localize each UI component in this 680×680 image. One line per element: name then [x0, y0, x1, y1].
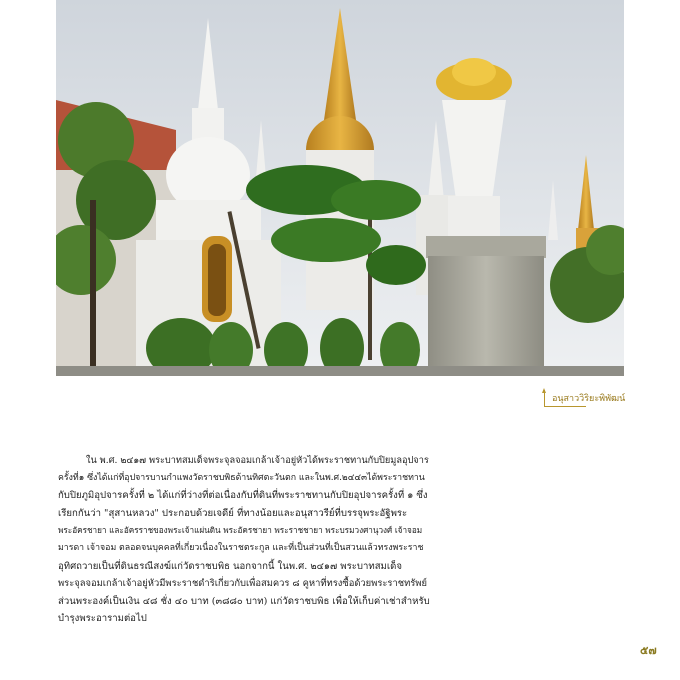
body-line: เรียกกันว่า "สุสานหลวง" ประกอบด้วยเจดีย์ ที่ทางน้อยและอนุสาวรีย์ที่บรรจุพระอัฐิพระ: [58, 507, 408, 519]
photo-caption: [542, 388, 632, 408]
body-line: อุทิศถวายเป็นที่ดินธรณีสงฆ์แก่วัดราชบพิธ นอกจากนี้ ในพ.ศ. ๒๔๑๗ พระบาทสมเด็จ: [58, 560, 403, 572]
caption-marker-line: [544, 390, 545, 406]
body-paragraph: [58, 452, 430, 628]
body-line: มารดา เจ้าจอม ตลอดจนบุคคลที่เกี่ยวเนื่องในราชตระกูล และที่เป็นส่วนที่เป็นสวนแล้วทรงพระราช: [58, 542, 424, 553]
body-line: ครั้งที่๑ ซึ่งได้แก่ที่อุปจารบานกำแพงวัดราชบพิธด้านทิศตะวันตก และในพ.ศ.๒๔๔๓ได้พระราชทาน: [58, 472, 425, 483]
body-line: กับปิยภูมิอุปจารครั้งที่ ๒ ได้แก่ที่ว่างที่ต่อเนื่องกับที่ดินที่พระราชทานกับปิยอุปจารครั้งที่ ๑ ซึ่ง: [58, 490, 428, 502]
caption-text: อนุสาววิริยะพิพัฒน์: [552, 394, 626, 404]
body-line: ใน พ.ศ. ๒๔๑๗ พระบาทสมเด็จพระจุลจอมเกล้าเจ้าอยู่หัวได้พระราชทานกับปิยมูลอุปจาร: [86, 455, 429, 466]
caption-underline: [544, 406, 586, 407]
body-line: พระอัครชายา และอัครราชของพระเจ้าแผ่นดิน พระอัครชายา พระราชชายา พระบรมวงศานุวงศ์ เจ้าจอม: [58, 525, 423, 536]
page-number: ๕๗: [640, 644, 657, 657]
temple-photo: [56, 0, 624, 376]
body-line: บำรุงพระอารามต่อไป: [58, 613, 147, 625]
body-line: ส่วนพระองค์เป็นเงิน ๔๘ ชั่ง ๔๐ บาท (๓๘๘๐ บาท) แก่วัดราชบพิธ เพื่อให้เก็บค่าเช่าสำหรับ: [58, 595, 430, 607]
body-line: พระจุลจอมเกล้าเจ้าอยู่หัวมีพระราชดำริเกี่ยวกับเพื่อสมควร ๘ คูหาที่ทรงซื้อด้วยพระราชทรัพย์: [58, 578, 427, 590]
